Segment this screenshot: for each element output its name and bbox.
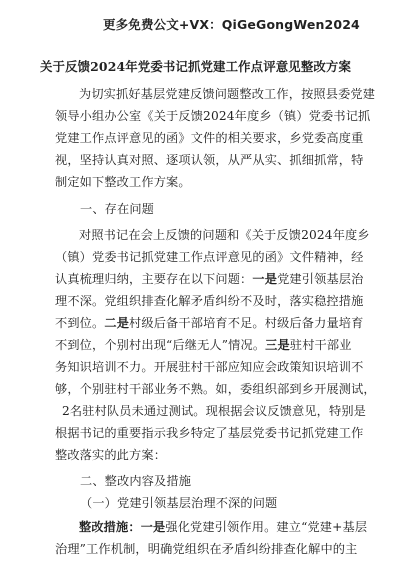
paragraph-line: 治理”工作机制，明确党组织在矛盾纠纷排查化解中的主 [55,542,358,556]
paragraph-text: 村级后备干部培育不足。村级后备力量培育 [129,316,364,330]
paragraph-line: 2名驻村队员未通过测试。现根据会议反馈意见，特别是 [62,404,367,418]
paragraph-text: 不到位，个别村出现“后继无人”情况。 [55,338,266,352]
promo-header: 更多免费公文+VX：QiGeGongWen2024 [103,17,360,32]
subsection-heading: （一）党建引领基层治理不深的问题 [80,496,278,510]
paragraph-line: 根据书记的重要指示我乡特定了基层党委书记抓党建工作 [55,426,364,440]
section-heading: 二、整改内容及措施 [80,474,192,488]
paragraph-line [55,270,363,287]
emphasis-lead: 一是 [252,272,278,286]
emphasis-lead: 三是 [265,338,290,352]
paragraph-line: 对照书记在会上反馈的问题和《关于反馈2024年度乡 [79,228,370,242]
paragraph-line: 领导小组办公室《关于反馈2024年度乡（镇）党委书记抓 [55,109,371,123]
paragraph-line: 务知识培训不力。开展驻村干部应知应会政策知识培训不 [55,360,364,374]
paragraph-text: 认真梳理归纳，主要存在以下问题： [55,272,253,286]
paragraph-text: 党建引领基层治 [277,272,364,286]
paragraph-line: 够，个别驻村干部业务不熟。如，委组织部到乡开展测试， [55,382,376,396]
paragraph-line [79,518,367,535]
measure-label: 整改措施： [79,520,141,534]
paragraph-line: 整改落实的此方案： [55,448,167,462]
paragraph-line: 党建工作点评意见的函》文件的相关要求，乡党委高度重 [55,131,364,145]
paragraph-text: 强化党建引领作用。建立“党建+基层 [165,520,368,534]
paragraph-line: （镇）党委书记抓党建工作点评意见的函》文件精神，经 [55,250,364,264]
paragraph-line: 为切实抓好基层党建反馈问题整改工作，按照县委党建 [79,87,376,101]
section-heading: 一、存在问题 [80,202,155,216]
paragraph-line [55,336,352,353]
paragraph-text: 不到位。 [55,316,105,330]
document-title: 关于反馈2024年党委书记抓党建工作点评意见整改方案 [40,59,351,74]
emphasis-lead: 一是 [140,520,166,534]
paragraph-line [55,314,363,331]
paragraph-line: 理不深。党组织排查化解矛盾纠纷不及时，落实稳控措施 [55,294,364,308]
emphasis-lead: 二是 [104,316,130,330]
paragraph-line: 制定如下整改工作方案。 [55,175,191,189]
paragraph-text: 驻村干部业 [289,338,352,352]
paragraph-line: 视，坚持认真对照、逐项认领，从严从实、抓细抓常，特 [55,153,364,167]
